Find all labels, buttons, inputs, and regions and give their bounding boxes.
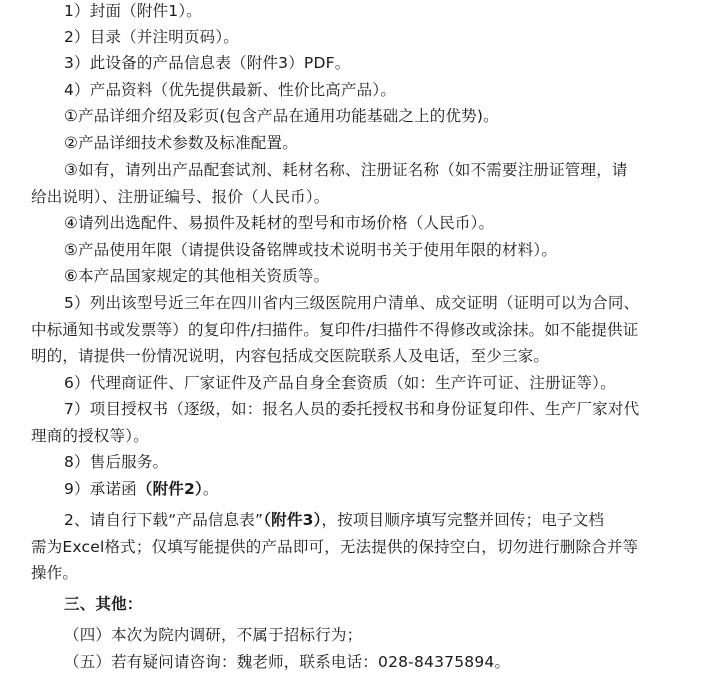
section-3-item-4: （四）本次为院内调研，不属于招标行为； bbox=[64, 626, 363, 644]
paragraph-2-line3: 操作。 bbox=[31, 564, 79, 582]
item-2-toc: 2）目录（并注明页码）。 bbox=[64, 28, 240, 46]
subitem-4-parts-prices: ④请列出选配件、易损件及耗材的型号和市场价格（人民币）。 bbox=[64, 214, 495, 232]
item-9-attachment-ref: （附件2） bbox=[136, 480, 203, 498]
item-7-authorization-line2: 理商的授权等）。 bbox=[31, 427, 149, 445]
item-3-product-info-table: 3）此设备的产品信息表（附件3）PDF。 bbox=[64, 54, 351, 72]
paragraph-2-line1 bbox=[64, 510, 604, 530]
subitem-3-reagents-line2: 给出说明）、注册证编号、报价（人民币）。 bbox=[31, 188, 330, 206]
subitem-6-other-qualifications: ⑥本产品国家规定的其他相关资质等。 bbox=[64, 267, 330, 285]
paragraph-2-text-cont: ，按项目顺序填写完整并回传；电子文档 bbox=[321, 511, 605, 529]
item-9-period: 。 bbox=[202, 480, 219, 498]
subitem-2-parameters: ②产品详细技术参数及标准配置。 bbox=[64, 134, 298, 152]
item-9-text: 9）承诺函 bbox=[64, 480, 137, 498]
section-3-heading: 三、其他： bbox=[64, 595, 143, 613]
subitem-1-introduction: ①产品详细介绍及彩页(包含产品在通用功能基础之上的优势)。 bbox=[64, 107, 499, 125]
paragraph-2-attachment-ref: （附件3） bbox=[263, 511, 322, 529]
subitem-5-service-life: ⑤产品使用年限（请提供设备铭牌或技术说明书关于使用年限的材料）。 bbox=[64, 241, 558, 259]
item-6-certificates: 6）代理商证件、厂家证件及产品自身全套资质（如：生产许可证、注册证等）。 bbox=[64, 374, 616, 392]
item-5-user-list-line3: 明的，请提供一份情况说明，内容包括成交医院联系人及电话，至少三家。 bbox=[31, 347, 550, 365]
item-7-authorization-line1: 7）项目授权书（逐级，如：报名人员的委托授权书和身份证复印件、生产厂家对代 bbox=[64, 400, 640, 418]
section-3-item-5-contact: （五）若有疑问请咨询：魏老师，联系电话：028-84375894。 bbox=[64, 653, 511, 671]
item-5-user-list-line2: 中标通知书或发票等）的复印件/扫描件。复印件/扫描件不得修改或涂抹。如不能提供证 bbox=[31, 321, 639, 339]
item-4-product-materials: 4）产品资料（优先提供最新、性价比高产品）。 bbox=[64, 81, 397, 99]
item-5-user-list-line1: 5）列出该型号近三年在四川省内三级医院用户清单、成交证明（证明可以为合同、 bbox=[64, 294, 640, 312]
paragraph-2-text: 2、请自行下载“产品信息表” bbox=[64, 511, 264, 529]
item-8-after-sales: 8）售后服务。 bbox=[64, 453, 169, 471]
paragraph-2-line2: 需为Excel格式；仅填写能提供的产品即可，无法提供的保持空白，切勿进行删除合并等 bbox=[31, 538, 639, 556]
item-9-commitment-letter bbox=[64, 479, 219, 499]
subitem-3-reagents-line1: ③如有，请列出产品配套试剂、耗材名称、注册证名称（如不需要注册证管理，请 bbox=[64, 161, 628, 179]
item-1-cover: 1）封面（附件1）。 bbox=[64, 2, 202, 20]
